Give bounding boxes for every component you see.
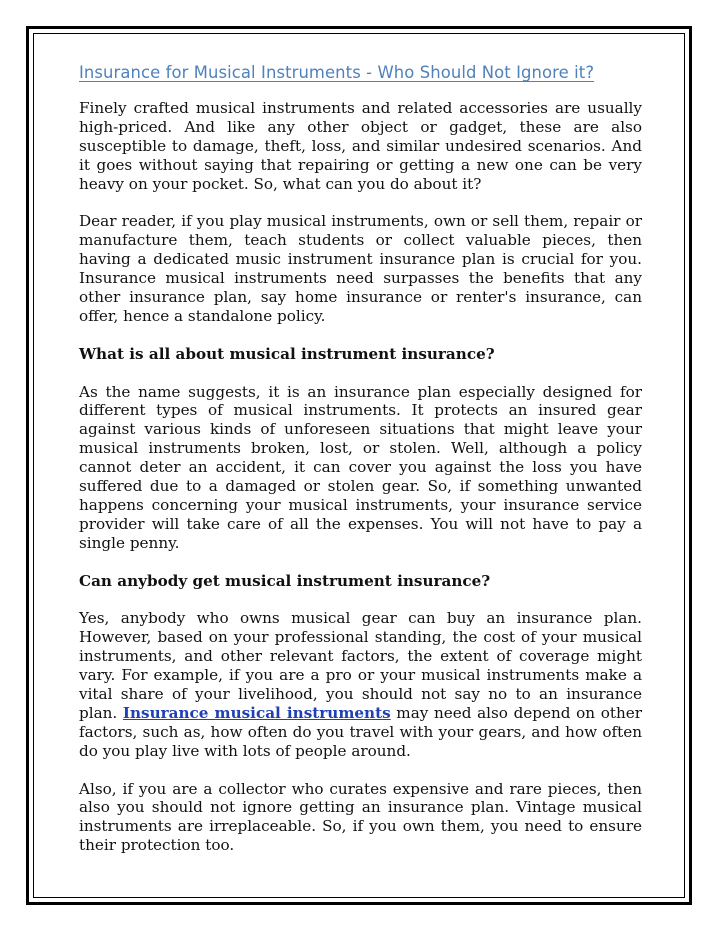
section-heading-can-anybody: Can anybody get musical instrument insurance?	[79, 571, 491, 590]
paragraph-collector: Also, if you are a collector who curates expensive and rare pieces, then also you should not ignore getting an insurance plan. Vintage musical instruments are irreplaceable. So, if you own them, you need to ensure their protection too.	[79, 779, 642, 855]
document-title: Insurance for Musical Instruments - Who Should Not Ignore it?	[79, 63, 595, 82]
paragraph-what-is: As the name suggests, it is an insurance plan especially designed for different types of musical instruments. It protects an insured gear against various kinds of unforeseen situations that might leave your musical instruments broken, lost, or stolen. Well, although a policy cannot deter an accident, it can cover you against the loss you have suffered due to a damaged or stolen gear. So, if something unwanted happens concerning your musical instruments, your insurance service provider will take care of all the expenses. You will not have to pay a single penny.	[79, 382, 642, 552]
paragraph-dear-reader: Dear reader, if you play musical instruments, own or sell them, repair or manufacture them, teach students or collect valuable pieces, then having a dedicated music instrument insurance plan is crucial for you. Insurance musical instruments need surpasses the benefits that any other insurance plan, say home insurance or renter's insurance, can offer, hence a standalone policy.	[79, 212, 642, 325]
insurance-musical-instruments-link[interactable]: Insurance musical instruments	[122, 703, 391, 722]
document-body	[79, 62, 642, 874]
paragraph-text-after-link: may need also depend on other factors, such as, how often do you travel with your gears, and how often do you play live with lots of people around.	[79, 703, 642, 760]
paragraph-can-anybody	[79, 609, 642, 760]
paragraph-intro: Finely crafted musical instruments and related accessories are usually high-priced. And like any other object or gadget, these are also susceptible to damage, theft, loss, and similar undesired scenarios. And it goes without saying that repairing or getting a new one can be very heavy on your pocket. So, what can you do about it?	[79, 99, 642, 193]
paragraph-text-before-link: Yes, anybody who owns musical gear can buy an insurance plan. However, based on your professional standing, the cost of your musical instruments, and other relevant factors, the extent of coverage might vary. For example, if you are a pro or your musical instruments make a vital share of your livelihood, you should not say no to an insurance plan.	[79, 609, 642, 722]
section-heading-what-is: What is all about musical instrument insurance?	[79, 344, 495, 363]
